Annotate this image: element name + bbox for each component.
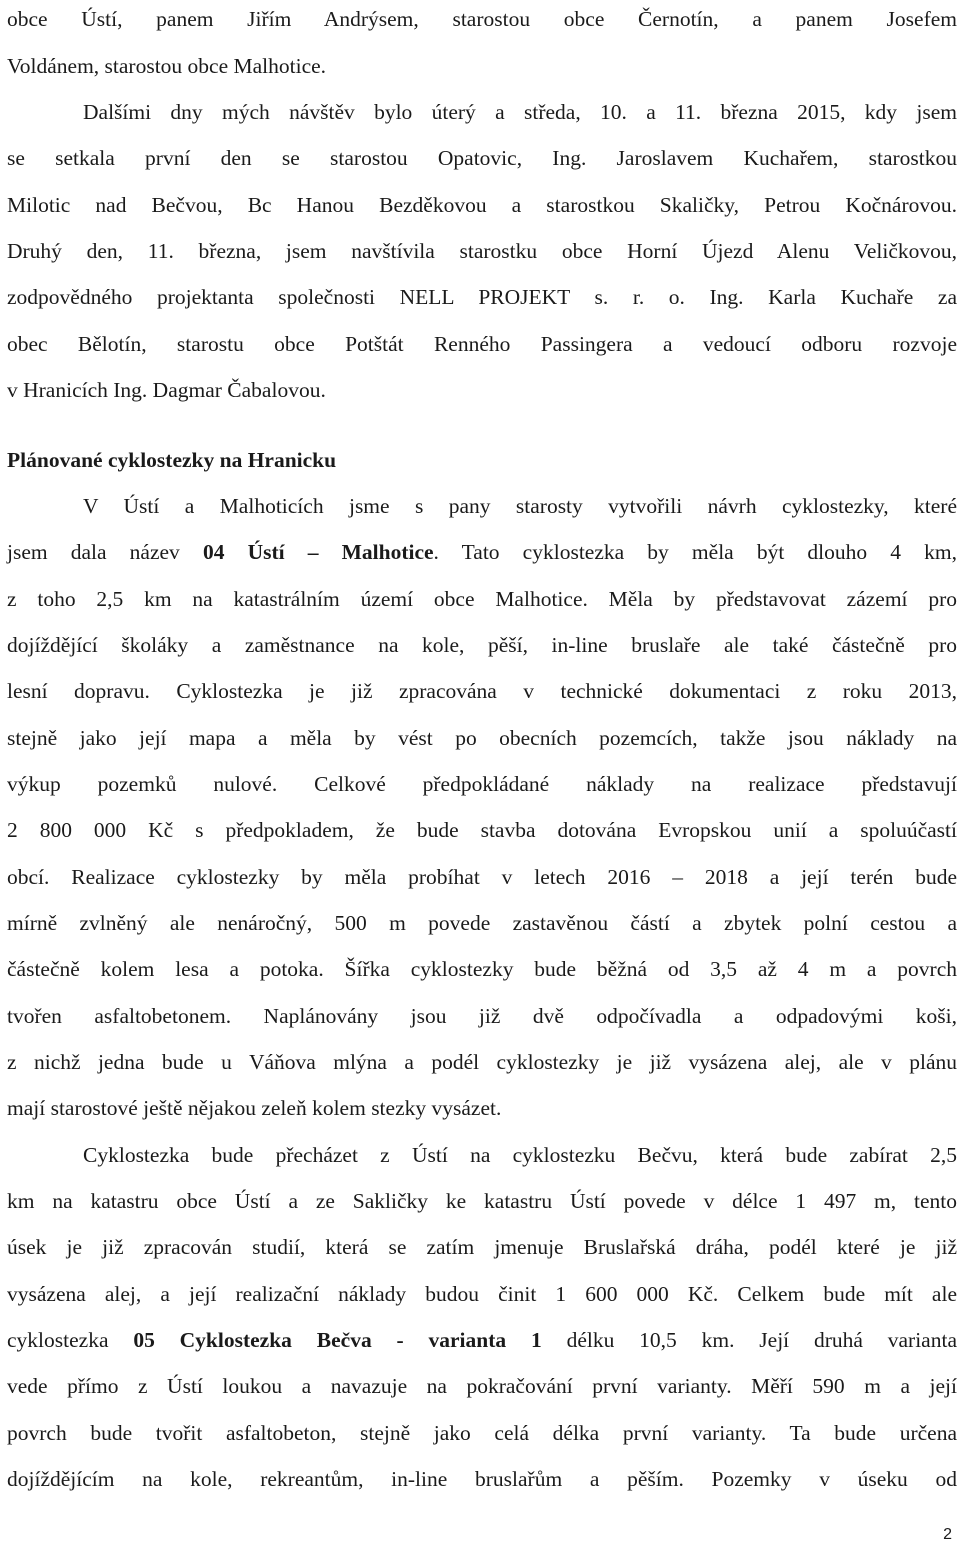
paragraph-4-line-6: vede přímo z Ústí loukou a navazuje na pokračování první varianty. Měří 590 m a její (7, 1374, 957, 1398)
paragraph-3-line-10: mírně zvlněný ale nenáročný, 500 m povede zastavěnou částí a zbytek polní cestou a (7, 911, 957, 935)
paragraph-3-line-9: obcí. Realizace cyklostezky by měla probíhat v letech 2016 – 2018 a její terén bude (7, 865, 957, 889)
paragraph-2-line-5: zodpovědného projektanta společnosti NELL PROJEKT s. r. o. Ing. Karla Kuchaře za (7, 285, 957, 309)
paragraph-4-line-7: povrch bude tvořit asfaltobeton, stejně jako celá délka první varianty. Ta bude určena (7, 1421, 957, 1445)
paragraph-3-line-11: částečně kolem lesa a potoka. Šířka cyklostezky bude běžná od 3,5 až 4 m a povrch (7, 957, 957, 981)
paragraph-3-line-6: stejně jako její mapa a měla by vést po obecních pozemcích, takže jsou náklady na (7, 726, 957, 750)
cycle-route-name-05: 05 Cyklostezka Bečva - varianta 1 (133, 1328, 542, 1352)
paragraph-1-line-2: Voldánem, starostou obce Malhotice. (7, 54, 327, 78)
paragraph-4-line-5-text-end: délku 10,5 km. Její druhá varianta (541, 1328, 957, 1352)
paragraph-3-line-2 (7, 537, 957, 567)
paragraph-3-line-14: mají starostové ještě nějakou zeleň kolem stezky vysázet. (7, 1096, 502, 1120)
paragraph-4-line-5-text: cyklostezka (7, 1328, 134, 1352)
cycle-route-name-04: 04 Ústí – Malhotice (202, 540, 434, 564)
paragraph-2-line-1: Dalšími dny mých návštěv bylo úterý a středa, 10. a 11. března 2015, kdy jsem (83, 100, 957, 124)
paragraph-2-line-4: Druhý den, 11. března, jsem navštívila starostku obce Horní Újezd Alenu Veličkovou, (7, 239, 957, 263)
paragraph-4-line-4: vysázena alej, a její realizační náklady budou činit 1 600 000 Kč. Celkem bude mít ale (7, 1282, 957, 1306)
paragraph-3-line-1: V Ústí a Malhoticích jsme s pany starosty vytvořili návrh cyklostezky, které (83, 494, 957, 518)
paragraph-3-line-13: z nichž jedna bude u Váňova mlýna a podél cyklostezky je již vysázena alej, ale v plánu (7, 1050, 957, 1074)
paragraph-3-line-2-text: jsem dala název (7, 540, 203, 564)
paragraph-4-line-2: km na katastru obce Ústí a ze Sakličky ke katastru Ústí povede v délce 1 497 m, tento (7, 1189, 957, 1213)
paragraph-3-line-2-text-end: . Tato cyklostezka by měla být dlouho 4 km, (433, 540, 958, 564)
paragraph-3-line-4: dojíždějící školáky a zaměstnance na kole, pěší, in-line bruslaře ale také částečně pro (7, 633, 957, 657)
paragraph-1-line-1: obce Ústí, panem Jiřím Andrýsem, starostou obce Černotín, a panem Josefem (7, 7, 957, 31)
paragraph-4-line-3: úsek je již zpracován studií, která se zatím jmenuje Bruslařská dráha, podél které je již (7, 1235, 957, 1259)
paragraph-3-line-7: výkup pozemků nulové. Celkové předpokládané náklady na realizace představují (7, 772, 957, 796)
paragraph-3-line-5: lesní dopravu. Cyklostezka je již zpracována v technické dokumentaci z roku 2013, (7, 679, 957, 703)
page-number: 2 (943, 1526, 952, 1543)
paragraph-2-line-3: Milotic nad Bečvou, Bc Hanou Bezděkovou a starostkou Skaličky, Petrou Kočnárovou. (7, 193, 957, 217)
paragraph-4-line-1: Cyklostezka bude přecházet z Ústí na cyklostezku Bečvu, která bude zabírat 2,5 (83, 1143, 957, 1167)
paragraph-3-line-12: tvořen asfaltobetonem. Naplánovány jsou již dvě odpočívadla a odpadovými koši, (7, 1004, 957, 1028)
paragraph-4-line-5 (7, 1325, 957, 1355)
paragraph-2-line-6: obec Bělotín, starostu obce Potštát Renného Passingera a vedoucí odboru rozvoje (7, 332, 957, 356)
section-heading: Plánované cyklostezky na Hranicku (7, 448, 337, 472)
paragraph-3-line-3: z toho 2,5 km na katastrálním území obce Malhotice. Měla by představovat zázemí pro (7, 587, 957, 611)
paragraph-2-line-2: se setkala první den se starostou Opatovic, Ing. Jaroslavem Kuchařem, starostkou (7, 146, 957, 170)
paragraph-4-line-8: dojíždějícím na kole, rekreantům, in-line bruslařům a pěším. Pozemky v úseku od (7, 1467, 957, 1491)
paragraph-2-line-7: v Hranicích Ing. Dagmar Čabalovou. (7, 378, 326, 402)
paragraph-3-line-8: 2 800 000 Kč s předpokladem, že bude stavba dotována Evropskou unií a spoluúčastí (7, 818, 957, 842)
